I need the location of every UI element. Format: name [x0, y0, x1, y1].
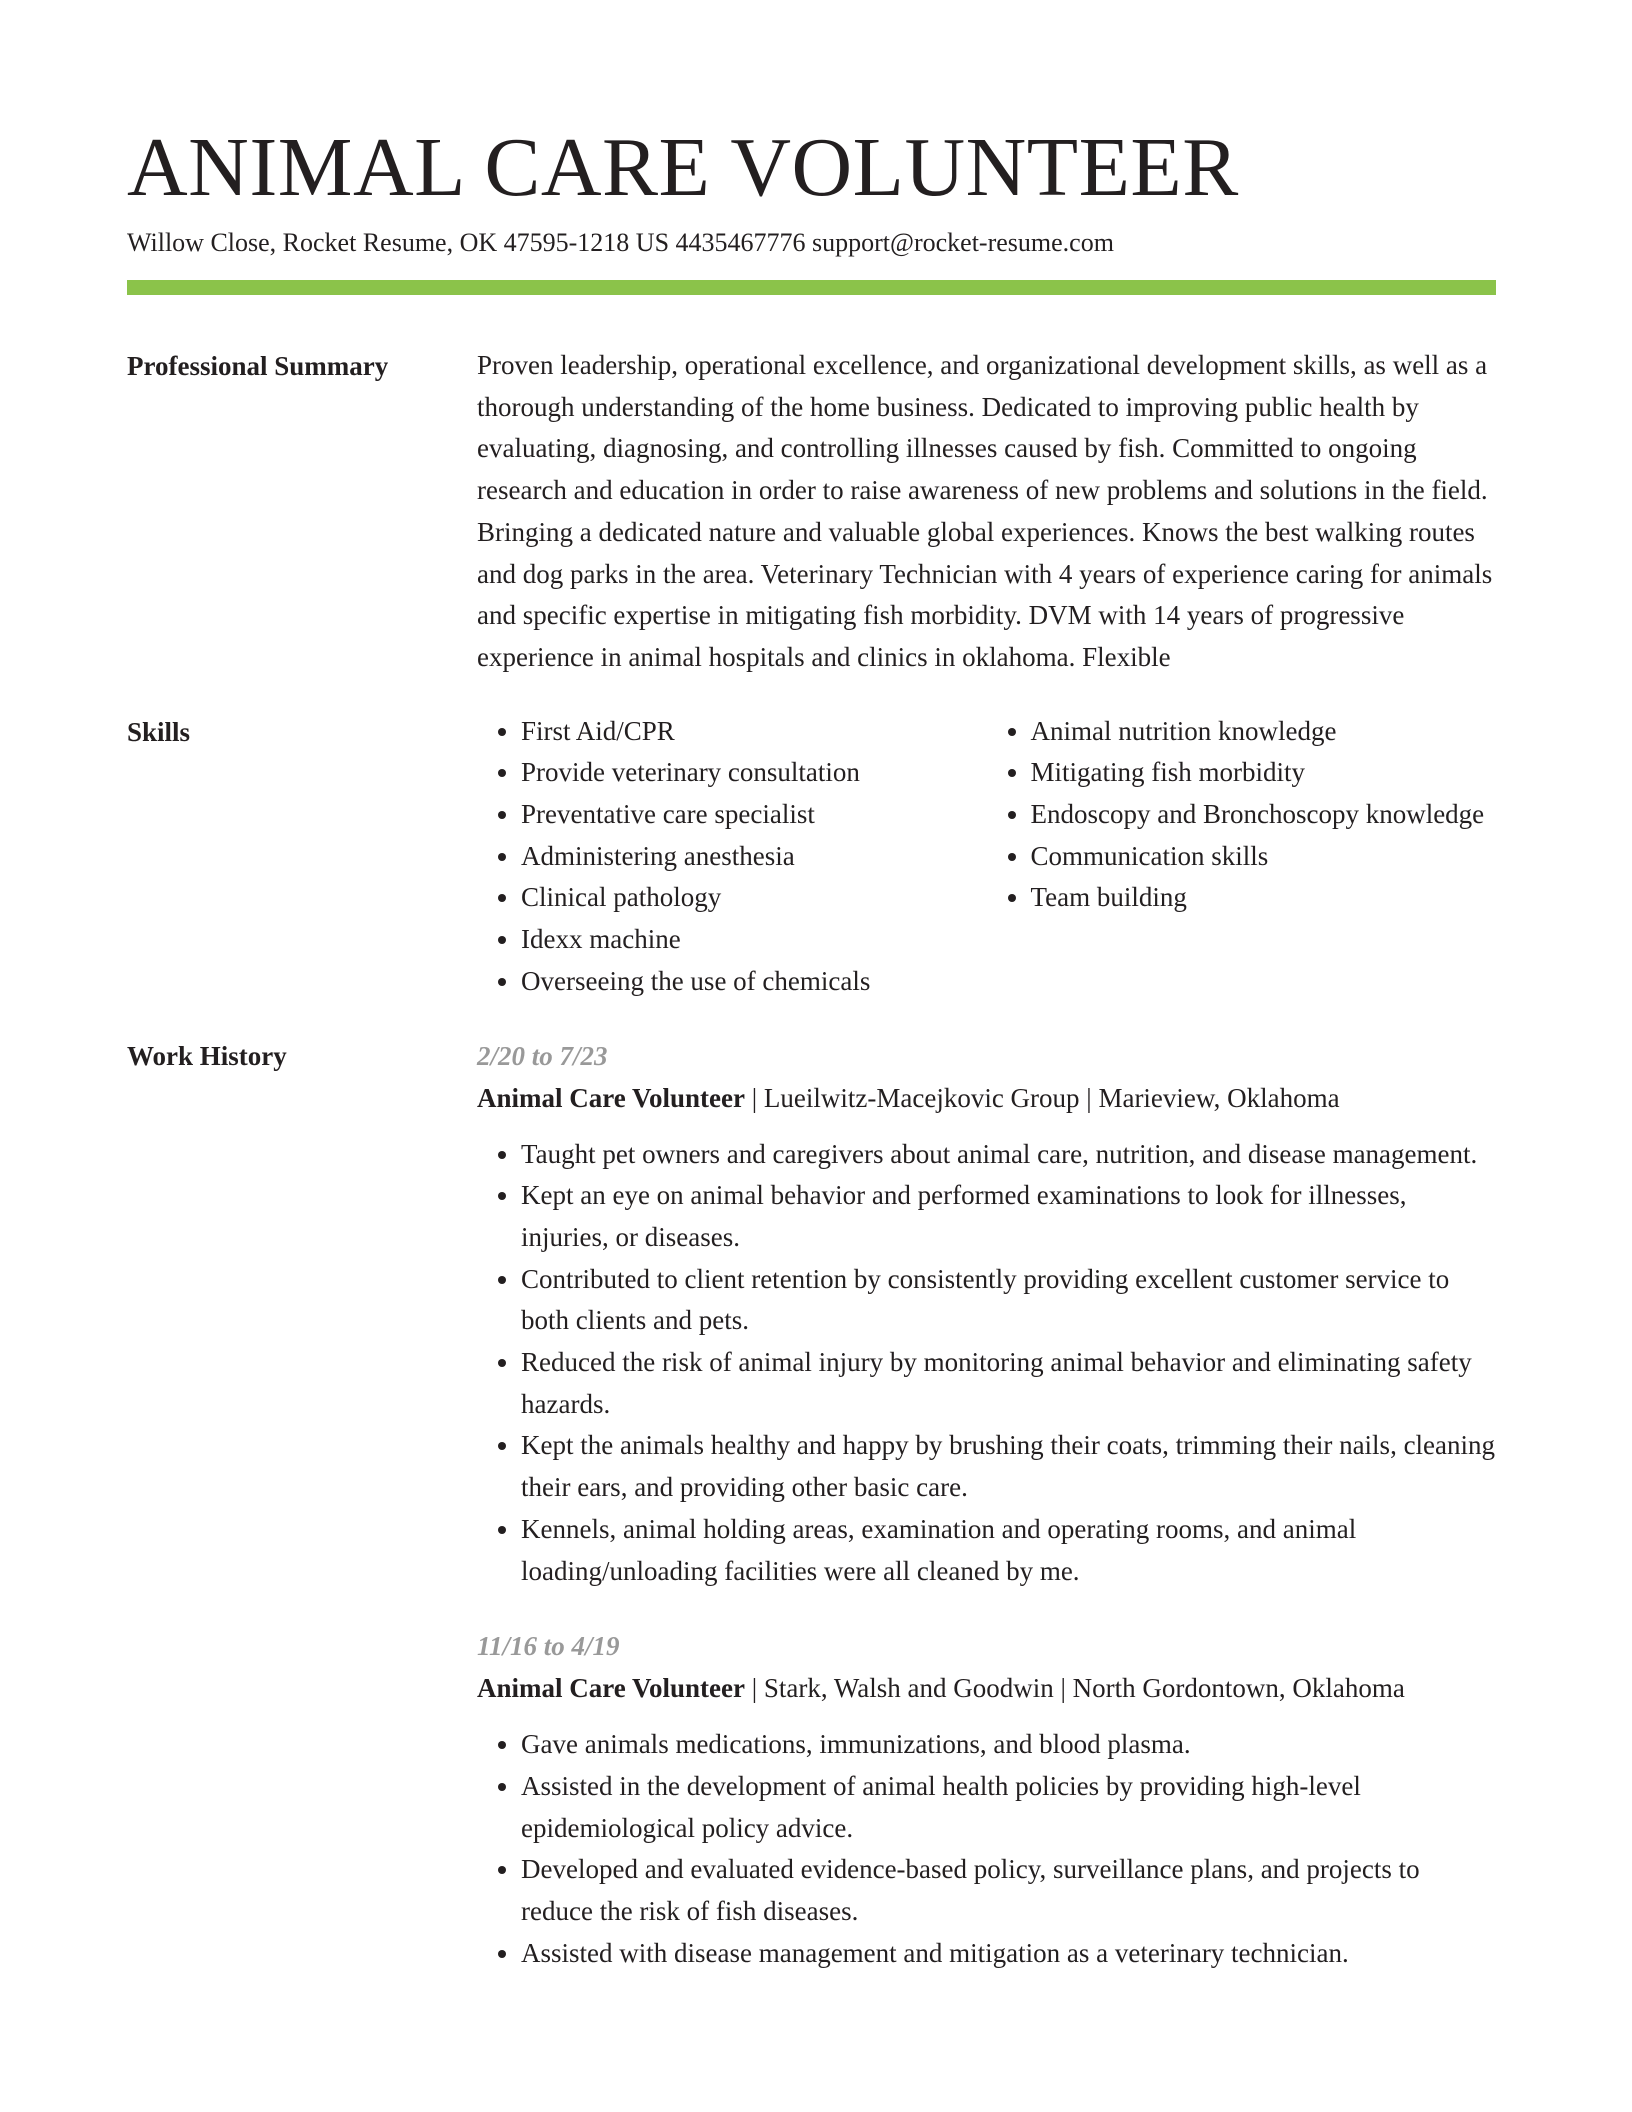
skills-list-left — [477, 711, 987, 1003]
summary-text: Proven leadership, operational excellence, and organizational development skills, as well as a thorough understanding of the home business. Dedicated to improving public health by evaluating, diagnosing, and controlling illnesses caused by fish. Committed to ongoing research and education in order to raise awareness of new problems and solutions in the field. Bringing a dedicated nature and valuable global experiences. Knows the best walking routes and dog parks in the area. Veterinary Technician with 4 years of experience caring for animals and specific expertise in mitigating fish morbidity. DVM with 14 years of progressive experience in animal hospitals and clinics in oklahoma. Flexible — [477, 350, 1493, 672]
job-title: Animal Care Volunteer — [477, 1082, 745, 1113]
accent-divider — [127, 280, 1496, 295]
job-entry — [477, 1625, 1496, 1974]
job-bullets — [477, 1724, 1496, 1974]
skills-list-right — [987, 711, 1497, 1003]
skill-item: • Clinical pathology — [521, 877, 987, 919]
skills-section — [127, 711, 1496, 1003]
contact-line: Willow Close, Rocket Resume, OK 47595-1218 US 4435467776 support@rocket-resume.com — [127, 228, 1114, 257]
job-bullet: • Kennels, animal holding areas, examination and operating rooms, and animal loading/unloading facilities were all cleaned by me. — [521, 1509, 1496, 1592]
job-bullet: • Gave animals medications, immunizations, and blood plasma. — [521, 1724, 1496, 1766]
job-bullet: • Developed and evaluated evidence-based policy, surveillance plans, and projects to reduce the risk of fish diseases. — [521, 1849, 1496, 1932]
skill-item: • Mitigating fish morbidity — [1031, 752, 1497, 794]
job-bullet: • Assisted in the development of animal health policies by providing high-level epidemiological policy advice. — [521, 1766, 1496, 1849]
resume-page — [127, 118, 1496, 1975]
job-employer-location: | Stark, Walsh and Goodwin | North Gordontown, Oklahoma — [745, 1673, 1405, 1704]
skill-item: • Preventative care specialist — [521, 794, 987, 836]
skill-item: • Communication skills — [1031, 836, 1497, 878]
section-label-summary: Professional Summary — [127, 351, 389, 381]
skill-item: • Team building — [1031, 877, 1497, 919]
job-bullet: • Contributed to client retention by consistently providing excellent customer service to both clients and pets. — [521, 1259, 1496, 1342]
section-label-skills: Skills — [127, 716, 191, 747]
skills-grid — [477, 711, 1496, 1003]
job-entry — [477, 1035, 1496, 1593]
skill-item: • Overseeing the use of chemicals — [521, 961, 987, 1003]
job-bullets — [477, 1134, 1496, 1593]
job-dates: 2/20 to 7/23 — [477, 1040, 608, 1071]
skill-item: • Endoscopy and Bronchoscopy knowledge — [1031, 794, 1497, 836]
skill-item: • Animal nutrition knowledge — [1031, 711, 1497, 753]
job-bullet: • Reduced the risk of animal injury by monitoring animal behavior and eliminating safety hazards. — [521, 1342, 1496, 1425]
summary-section — [127, 345, 1496, 679]
skill-item: • First Aid/CPR — [521, 711, 987, 753]
work-history-section — [127, 1035, 1496, 1975]
job-bullet: • Kept the animals healthy and happy by brushing their coats, trimming their nails, cleaning their ears, and providing other basic care. — [521, 1425, 1496, 1508]
skill-item: • Administering anesthesia — [521, 836, 987, 878]
job-bullet: • Assisted with disease management and mitigation as a veterinary technician. — [521, 1933, 1496, 1975]
skill-item: • Provide veterinary consultation — [521, 752, 987, 794]
job-employer-location: | Lueilwitz-Macejkovic Group | Marieview, Oklahoma — [745, 1082, 1340, 1113]
job-heading — [477, 1077, 1496, 1119]
job-dates: 11/16 to 4/19 — [477, 1631, 620, 1662]
section-label-work-history: Work History — [127, 1040, 287, 1071]
skill-item: • Idexx machine — [521, 919, 987, 961]
job-heading — [477, 1667, 1496, 1709]
resume-name: ANIMAL CARE VOLUNTEER — [127, 121, 1239, 214]
job-bullet: • Kept an eye on animal behavior and performed examinations to look for illnesses, injuries, or diseases. — [521, 1175, 1496, 1258]
job-title: Animal Care Volunteer — [477, 1673, 745, 1704]
job-bullet: • Taught pet owners and caregivers about animal care, nutrition, and disease management. — [521, 1134, 1496, 1176]
